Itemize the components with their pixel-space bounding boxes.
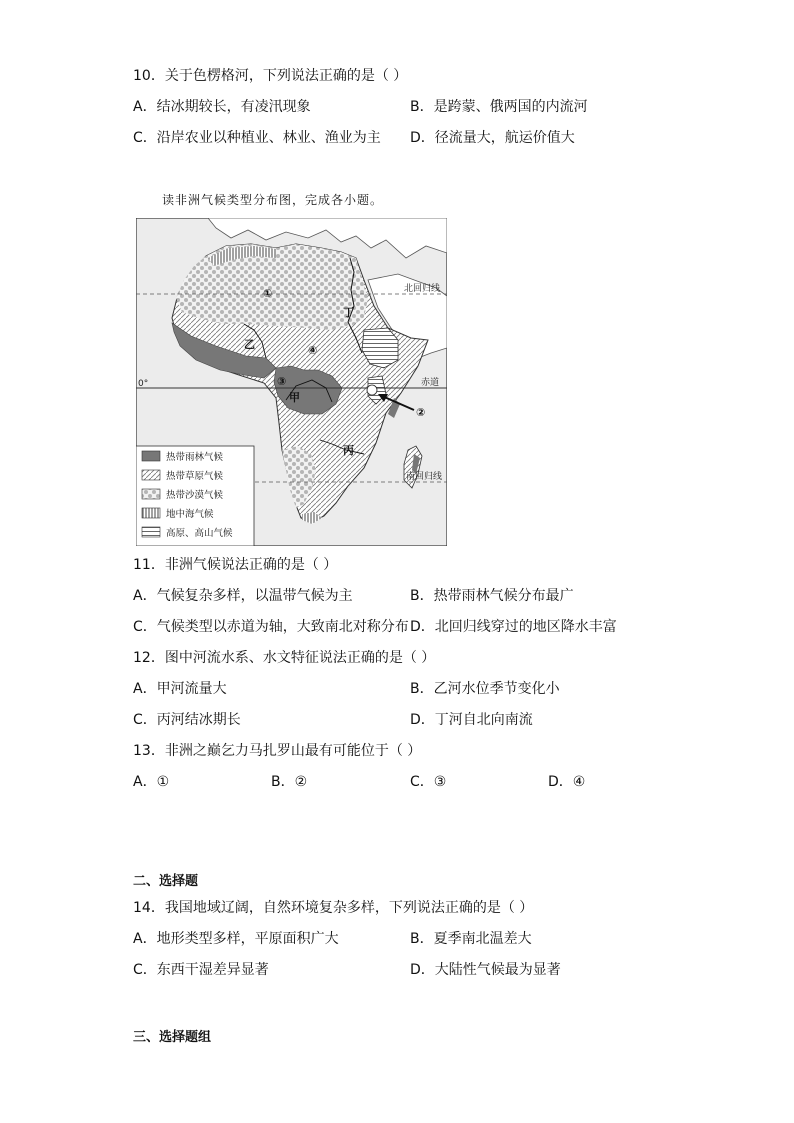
legend-swatch-desert — [142, 489, 160, 499]
legend-swatch-highland — [142, 527, 160, 537]
q14-option-c[interactable]: C．东西干湿差异显著 — [133, 962, 269, 978]
q10-option-a[interactable]: A．结冰期较长，有凌汛现象 — [133, 99, 311, 115]
lake-victoria — [367, 385, 377, 395]
q12-option-b[interactable]: B．乙河水位季节变化小 — [410, 681, 560, 697]
africa-climate-map — [136, 218, 447, 546]
label-jia: 甲 — [289, 391, 300, 404]
q13-option-c[interactable]: C．③ — [410, 774, 447, 790]
legend-swatch-mediterranean — [142, 508, 160, 518]
q10-option-b[interactable]: B．是跨蒙、俄两国的内流河 — [410, 99, 588, 115]
legend-mediterranean: 地中海气候 — [166, 509, 214, 520]
label-zero-degree: 0° — [138, 379, 149, 389]
legend-highland: 高原、高山气候 — [166, 528, 233, 539]
label-ding: 丁 — [343, 306, 354, 319]
label-tropic-north: 北回归线 — [404, 284, 441, 294]
map-intro: 读非洲气候类型分布图，完成各小题。 — [162, 193, 384, 207]
q12-option-d[interactable]: D．丁河自北向南流 — [410, 712, 533, 728]
q14-option-a[interactable]: A．地形类型多样，平原面积广大 — [133, 931, 339, 947]
q11-option-d[interactable]: D．北回归线穿过的地区降水丰富 — [410, 619, 617, 635]
label-yi: 乙 — [244, 338, 255, 351]
section-2-heading: 二、选择题 — [133, 874, 199, 889]
q13-stem: 13．非洲之巅乞力马扎罗山最有可能位于（ ） — [133, 743, 422, 759]
q12-stem: 12．图中河流水系、水文特征说法正确的是（ ） — [133, 650, 436, 666]
section-3-heading: 三、选择题组 — [133, 1030, 212, 1045]
label-bing: 丙 — [343, 444, 354, 457]
label-n2: ② — [416, 406, 426, 419]
q10-stem: 10．关于色楞格河，下列说法正确的是（ ） — [133, 68, 408, 84]
q10-option-c[interactable]: C．沿岸农业以种植业、林业、渔业为主 — [133, 130, 381, 146]
q13-option-d[interactable]: D．④ — [548, 774, 586, 790]
q11-option-a[interactable]: A．气候复杂多样，以温带气候为主 — [133, 588, 353, 604]
q14-option-d[interactable]: D．大陆性气候最为显著 — [410, 962, 561, 978]
legend-rainforest: 热带雨林气候 — [166, 452, 224, 463]
q11-stem: 11．非洲气候说法正确的是（ ） — [133, 557, 338, 573]
q11-option-b[interactable]: B．热带雨林气候分布最广 — [410, 588, 574, 604]
q10-option-d[interactable]: D．径流量大，航运价值大 — [410, 130, 575, 146]
q14-option-b[interactable]: B．夏季南北温差大 — [410, 931, 532, 947]
q11-option-c[interactable]: C．气候类型以赤道为轴，大致南北对称分布 — [133, 619, 409, 635]
q14-stem: 14．我国地域辽阔，自然环境复杂多样，下列说法正确的是（ ） — [133, 900, 534, 916]
legend-swatch-savanna — [142, 470, 160, 480]
label-tropic-south: 南回归线 — [406, 472, 443, 482]
label-n4: ④ — [308, 344, 318, 357]
label-n3: ③ — [277, 375, 287, 388]
label-n1: ① — [263, 287, 273, 300]
q13-option-b[interactable]: B．② — [271, 774, 308, 790]
legend-desert: 热带沙漠气候 — [166, 490, 224, 501]
legend-savanna: 热带草原气候 — [166, 471, 224, 482]
label-equator: 赤道 — [421, 378, 440, 388]
q12-option-a[interactable]: A．甲河流量大 — [133, 681, 227, 697]
q13-option-a[interactable]: A．① — [133, 774, 170, 790]
q12-option-c[interactable]: C．丙河结冰期长 — [133, 712, 241, 728]
legend-swatch-rainforest — [142, 451, 160, 461]
